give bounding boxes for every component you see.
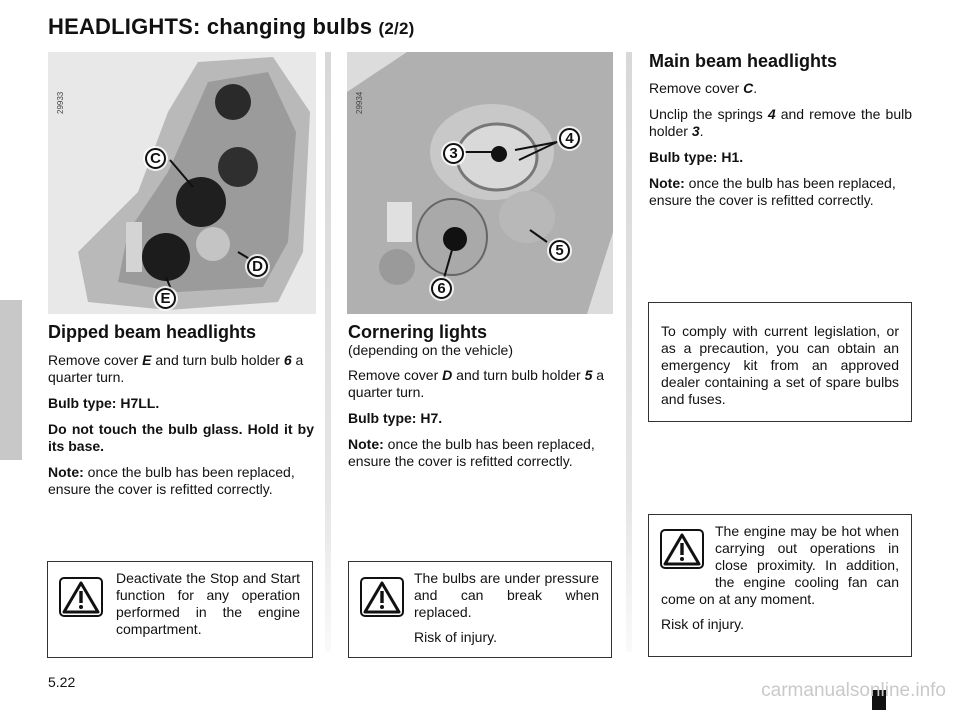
main-beam-bulb-type: Bulb type: H1. bbox=[649, 149, 744, 165]
pressure-warning-box bbox=[348, 561, 612, 658]
warning-triangle-icon bbox=[360, 577, 404, 617]
column-divider-right bbox=[626, 52, 632, 652]
stop-start-warning-box bbox=[47, 561, 313, 658]
cornering-heading: Cornering lights bbox=[348, 322, 487, 342]
warning-triangle-icon bbox=[660, 529, 704, 569]
page-title bbox=[48, 14, 414, 40]
main-beam-note: Note: once the bulb has been replaced, ensure the cover is refitted correctly. bbox=[649, 175, 896, 208]
photo-reference-code: 29933 bbox=[56, 91, 65, 114]
dipped-beam-photo bbox=[48, 52, 316, 314]
cornering-note: Note: once the bulb has been replaced, ensure the cover is refitted correctly. bbox=[348, 436, 595, 469]
cornering-step-1: Remove cover D and turn bulb holder 5 a quarter turn. bbox=[348, 367, 605, 400]
watermark-text: carmanualsonline.info bbox=[761, 680, 946, 701]
headlight-rear-illustration bbox=[48, 52, 316, 314]
callout-3: 3 bbox=[443, 143, 464, 164]
callout-4: 4 bbox=[559, 128, 580, 149]
cornering-light-photo bbox=[347, 52, 613, 314]
chapter-side-tab bbox=[0, 300, 22, 460]
callout-5: 5 bbox=[549, 240, 570, 261]
title-text: HEADLIGHTS: changing bulbs bbox=[48, 14, 373, 39]
column-divider-left bbox=[325, 52, 331, 652]
legislation-info-box bbox=[648, 302, 912, 422]
warning-triangle-icon bbox=[59, 577, 103, 617]
dipped-beam-section bbox=[48, 322, 314, 507]
pressure-text: The bulbs are under pressure and can break when replaced. bbox=[414, 570, 599, 620]
main-beam-step-1: Remove cover C. bbox=[649, 80, 758, 96]
dipped-caution: Do not touch the bulb glass. Hold it by its base. bbox=[48, 421, 314, 454]
cornering-lights-section bbox=[348, 322, 614, 479]
main-beam-heading: Main beam headlights bbox=[649, 51, 838, 71]
headlight-bulb-illustration bbox=[347, 52, 613, 314]
engine-hot-warning-box bbox=[648, 514, 912, 657]
main-beam-section bbox=[649, 51, 912, 218]
cornering-subheading: (depending on the vehicle) bbox=[348, 342, 514, 358]
dipped-bulb-type: Bulb type: H7LL. bbox=[48, 395, 160, 411]
page-number: 5.22 bbox=[48, 674, 76, 690]
dipped-step-1: Remove cover E and turn bulb holder 6 a quarter turn. bbox=[48, 352, 304, 385]
dipped-beam-heading: Dipped beam headlights bbox=[48, 322, 257, 342]
dipped-note: Note: once the bulb has been replaced, ensure the cover is refitted correctly. bbox=[48, 464, 295, 497]
cornering-bulb-type: Bulb type: H7. bbox=[348, 410, 443, 426]
callout-c: C bbox=[145, 148, 166, 169]
title-suffix: (2/2) bbox=[378, 19, 415, 38]
engine-risk-text: Risk of injury. bbox=[661, 616, 744, 632]
callout-6: 6 bbox=[431, 278, 452, 299]
engine-hot-text: The engine may be hot when carrying out operations in close proximity. In addition, the engine cooling fan can come on at any moment. bbox=[661, 523, 899, 607]
main-beam-step-2: Unclip the springs 4 and remove the bulb holder 3. bbox=[649, 106, 912, 139]
legislation-text: To comply with current legislation, or as a precaution, you can obtain an emergency kit from an approved dealer containing a set of spare bulbs and fuses. bbox=[661, 323, 899, 407]
pressure-risk-text: Risk of injury. bbox=[414, 629, 497, 645]
photo-reference-code: 29934 bbox=[355, 91, 364, 114]
callout-d: D bbox=[247, 256, 268, 277]
callout-e: E bbox=[155, 288, 176, 309]
stop-start-text: Deactivate the Stop and Start function for any operation performed in the engine compartment. bbox=[116, 570, 300, 637]
